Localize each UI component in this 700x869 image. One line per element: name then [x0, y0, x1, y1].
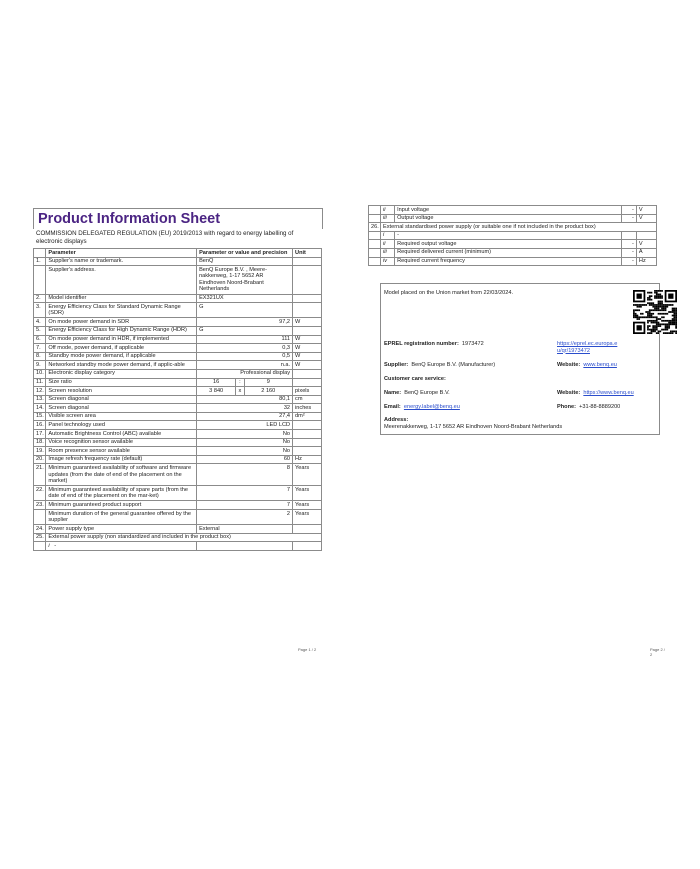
product-info-table — [33, 248, 322, 551]
table-row: Minimum duration of the general guarantee offered by the supplier 2 Years — [34, 510, 322, 525]
supplier-website-label: Website: — [557, 362, 581, 368]
supplier-label: Supplier: — [384, 362, 409, 368]
name-label: Name: — [384, 390, 402, 396]
table-row: 9. Networked standby mode power demand, if applic-able n.a. W — [34, 361, 322, 370]
power-supply-table — [368, 205, 657, 266]
table-row: 20. Image refresh frequency rate (default) 60 Hz — [34, 455, 322, 464]
page-footer: Page 2 / 2 — [650, 647, 665, 657]
eprel-link[interactable]: https://eprel.ec.europa.eu/qr/1973472 — [557, 341, 618, 354]
table-row: 12. Screen resolution 3 840 x 2 160 pixels — [34, 387, 322, 396]
phone-label: Phone: — [557, 404, 576, 410]
table-row: i - — [369, 231, 657, 240]
table-row: ii Input voltage - V — [369, 206, 657, 215]
table-row: 13. Screen diagonal 80,1 cm — [34, 395, 322, 404]
care-website-link[interactable]: https://www.benq.eu — [583, 390, 634, 396]
table-row: 8. Standby mode power demand, if applicable 0,5 W — [34, 352, 322, 361]
email-link[interactable]: energy.label@benq.eu — [403, 404, 460, 410]
name-value: BenQ Europe B.V. — [404, 390, 450, 396]
table-row: 15. Visible screen area 27,4 dm² — [34, 412, 322, 421]
table-row: 5. Energy Efficiency Class for High Dynamic Range (HDR) G — [34, 326, 322, 335]
table-row: 19. Room presence sensor available No — [34, 447, 322, 456]
title-box — [33, 208, 323, 229]
market-date-text: Model placed on the Union market from 22/03/2024. — [384, 290, 514, 296]
phone-value: +31-88-8889200 — [579, 404, 621, 410]
table-row: 25. External power supply (non standardized and included in the product box) — [34, 533, 322, 542]
table-row: ii Required output voltage - V — [369, 240, 657, 249]
table-row: 26. External standardised power supply (or suitable one if not included in the product box) — [369, 223, 657, 232]
table-row: iii Output voltage - V — [369, 214, 657, 223]
supplier-value: BenQ Europe B.V. (Manufacturer) — [411, 362, 496, 368]
care-website-label: Website: — [557, 390, 581, 396]
header-parameter: Parameter — [46, 249, 197, 258]
table-row: 17. Automatic Brightness Control (ABC) available No — [34, 430, 322, 439]
page-title: Product Information Sheet — [38, 211, 221, 227]
table-row: 22. Minimum guaranteed availability of spare parts (from the date of end of the placement on the mar-ket) 7 Years — [34, 486, 322, 501]
header-value: Parameter or value and precision — [197, 249, 293, 258]
table-row: 21. Minimum guaranteed availability of software and firmware updates (from the date of end of the placement on the market) 8 Years — [34, 464, 322, 486]
table-row: 7. Off mode, power demand, if applicable 0,3 W — [34, 344, 322, 353]
table-row: 6. On mode power demand in HDR, if implemented 111 W — [34, 335, 322, 344]
email-label: Email: — [384, 404, 401, 410]
page-2 — [368, 205, 668, 655]
page-1 — [30, 205, 322, 655]
supplier-info-box — [380, 283, 660, 435]
table-row: 3. Energy Efficiency Class for Standard Dynamic Range (SDR) G — [34, 303, 322, 318]
table-row: 4. On mode power demand in SDR 97,2 W — [34, 318, 322, 327]
table-row: 16. Panel technology used LED LCD — [34, 421, 322, 430]
header-unit: Unit — [293, 249, 322, 258]
table-row: 11. Size ratio 16 : 9 — [34, 378, 322, 387]
table-row: 14. Screen diagonal 32 inches — [34, 404, 322, 413]
page-footer: Page 1 / 2 — [298, 647, 317, 652]
eprel-number: 1973472 — [461, 341, 484, 347]
table-row: iv Required current frequency - Hz — [369, 257, 657, 266]
table-row: Supplier's address. BenQ Europe B.V. , Meere-nakkerweg, 1-17 5652 AR Eindhoven Noord-Brabant Netherlands — [34, 266, 322, 294]
table-row: 24. Power supply type External — [34, 525, 322, 534]
table-row: iii Required delivered current (minimum) - A — [369, 248, 657, 257]
table-header-row — [34, 249, 322, 258]
table-row: i - — [34, 542, 322, 551]
supplier-website-link[interactable]: www.benq.eu — [583, 362, 617, 368]
regulation-subtitle: COMMISSION DELEGATED REGULATION (EU) 2019/2013 with regard to energy labelling of electronic displays — [36, 230, 294, 245]
address-value: Meerenakkerweg, 1-17 5652 AR Eindhoven Noord-Brabant Netherlands — [384, 424, 563, 430]
table-row: 2. Model identifier EX321UX — [34, 294, 322, 303]
qr-code[interactable] — [633, 290, 677, 334]
table-row: 18. Voice recognition sensor available No — [34, 438, 322, 447]
table-row: 23. Minimum guaranteed product support 7 Years — [34, 501, 322, 510]
table-row: 10. Electronic display category Professional display — [34, 369, 322, 378]
address-label: Address: — [384, 417, 409, 423]
table-row: 1. Supplier's name or trademark. BenQ — [34, 257, 322, 266]
eprel-label: EPREL registration number: — [384, 341, 459, 347]
customer-care-heading: Customer care service: — [384, 376, 446, 382]
